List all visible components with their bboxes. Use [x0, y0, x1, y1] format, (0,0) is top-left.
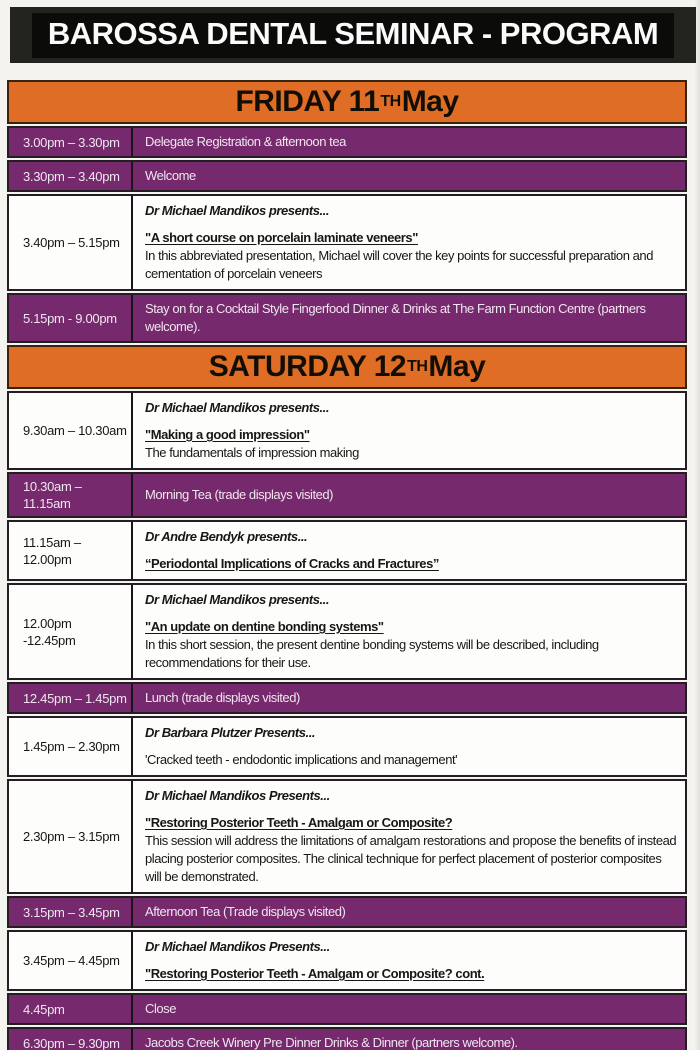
schedule-row [7, 716, 687, 777]
time-cell: 4.45pm [9, 995, 133, 1023]
presenter-line: Dr Michael Mandikos presents... [145, 203, 329, 218]
event-cell [133, 684, 685, 712]
schedule-row [7, 993, 687, 1025]
event-cell [133, 196, 685, 289]
schedule-row [7, 682, 687, 714]
line-gap [145, 742, 677, 751]
talk-title: "Restoring Posterior Teeth - Amalgam or Composite? cont. [145, 966, 485, 981]
event-description: Afternoon Tea (Trade displays visited) [145, 904, 346, 919]
day-banner-label: FRIDAY 11 [235, 85, 380, 118]
talk-title: "Restoring Posterior Teeth - Amalgam or Composite? [145, 815, 453, 830]
talk-title: "A short course on porcelain laminate veneers" [145, 230, 418, 245]
time-cell: 3.15pm – 3.45pm [9, 898, 133, 926]
time-cell: 11.15am – 12.00pm [9, 522, 133, 579]
schedule-row [7, 779, 687, 894]
day-banner [7, 80, 687, 124]
schedule-row [7, 126, 687, 158]
time-cell: 9.30am – 10.30am [9, 393, 133, 468]
event-description: Close [145, 1001, 176, 1016]
presenter-line: Dr Michael Mandikos presents... [145, 400, 329, 415]
event-cell [133, 585, 685, 678]
talk-description: In this short session, the present dentine bonding systems will be described, including recommendations for their use. [145, 637, 599, 670]
schedule-row [7, 930, 687, 991]
talk-description: The fundamentals of impression making [145, 445, 359, 460]
event-cell [133, 781, 685, 892]
event-cell [133, 295, 685, 341]
time-cell: 12.45pm – 1.45pm [9, 684, 133, 712]
time-cell: 10.30am – 11.15am [9, 474, 133, 516]
time-cell: 3.40pm – 5.15pm [9, 196, 133, 289]
time-cell: 2.30pm – 3.15pm [9, 781, 133, 892]
program-header-inner [32, 13, 674, 58]
event-cell [133, 162, 685, 190]
event-description: Welcome [145, 168, 196, 183]
event-cell [133, 932, 685, 989]
event-description: Delegate Registration & afternoon tea [145, 134, 346, 149]
talk-title-plain: 'Cracked teeth - endodontic implications and management' [145, 752, 458, 767]
seminar-schedule-table [7, 80, 687, 1050]
line-gap [145, 609, 677, 618]
schedule-row [7, 472, 687, 518]
day-banner [7, 345, 687, 389]
presenter-line: Dr Barbara Plutzer Presents... [145, 725, 316, 740]
talk-description: This session will address the limitations of amalgam restorations and propose the benefits of instead placing posterior composites. The clinical technique for perfect placement of posterior composites will be demonstrated. [145, 833, 677, 884]
schedule-row [7, 194, 687, 291]
schedule-row [7, 520, 687, 581]
time-cell: 1.45pm – 2.30pm [9, 718, 133, 775]
day-banner-month: May [428, 350, 486, 383]
line-gap [145, 220, 677, 229]
schedule-row [7, 391, 687, 470]
line-gap [145, 417, 677, 426]
event-cell [133, 522, 685, 579]
time-cell: 3.30pm – 3.40pm [9, 162, 133, 190]
presenter-line: Dr Michael Mandikos presents... [145, 592, 329, 607]
time-cell: 6.30pm – 9.30pm [9, 1029, 133, 1050]
schedule-row [7, 1027, 687, 1050]
presenter-line: Dr Andre Bendyk presents... [145, 529, 308, 544]
line-gap [145, 805, 677, 814]
event-cell [133, 718, 685, 775]
event-cell [133, 995, 685, 1023]
time-cell: 5.15pm - 9.00pm [9, 295, 133, 341]
event-cell [133, 128, 685, 156]
day-banner-ordinal: TH [407, 358, 428, 375]
event-description: Morning Tea (trade displays visited) [145, 487, 334, 502]
day-banner-ordinal: TH [380, 93, 401, 110]
event-description: Lunch (trade displays visited) [145, 690, 300, 705]
line-gap [145, 546, 677, 555]
page-title: BAROSSA DENTAL SEMINAR - PROGRAM [47, 15, 659, 51]
event-cell [133, 474, 685, 516]
event-cell [133, 393, 685, 468]
schedule-row [7, 896, 687, 928]
talk-title: “Periodontal Implications of Cracks and Fractures” [145, 556, 439, 571]
time-cell: 3.45pm – 4.45pm [9, 932, 133, 989]
talk-title: "An update on dentine bonding systems" [145, 619, 384, 634]
schedule-row [7, 160, 687, 192]
presenter-line: Dr Michael Mandikos Presents... [145, 939, 330, 954]
talk-description: In this abbreviated presentation, Michael will cover the key points for successful preparation and cementation of porcelain veneers [145, 248, 653, 281]
event-cell [133, 898, 685, 926]
time-cell: 12.00pm -12.45pm [9, 585, 133, 678]
time-cell: 3.00pm – 3.30pm [9, 128, 133, 156]
schedule-row [7, 583, 687, 680]
day-banner-month: May [401, 85, 459, 118]
program-header-bar [10, 7, 696, 63]
event-description: Jacobs Creek Winery Pre Dinner Drinks & Dinner (partners welcome). [145, 1035, 518, 1050]
day-banner-label: SATURDAY 12 [208, 350, 407, 383]
event-cell [133, 1029, 685, 1050]
schedule-row [7, 293, 687, 343]
presenter-line: Dr Michael Mandikos Presents... [145, 788, 330, 803]
line-gap [145, 956, 677, 965]
event-description: Stay on for a Cocktail Style Fingerfood Dinner & Drinks at The Farm Function Centre (partners welcome). [145, 301, 646, 334]
talk-title: "Making a good impression" [145, 427, 310, 442]
